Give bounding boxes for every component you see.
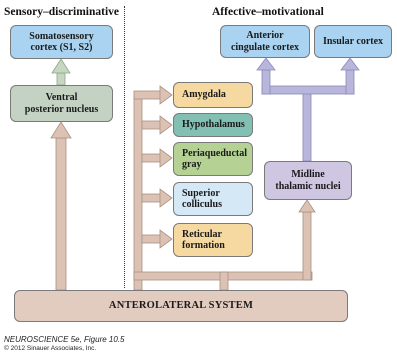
- figure-credit: NEUROSCIENCE 5e, Figure 10.5: [4, 335, 125, 344]
- anterolateral-system-box: ANTEROLATERAL SYSTEM: [14, 290, 348, 322]
- superior-colliculus-box: Superior colliculus: [173, 182, 253, 216]
- copyright-notice: © 2012 Sinauer Associates, Inc.: [4, 344, 97, 352]
- insular-cortex-box: Insular cortex: [314, 25, 392, 58]
- arrow-als-to-ventral-posterior: [51, 122, 71, 290]
- reticular-formation-box: Reticular formation: [173, 223, 253, 257]
- header-sensory-discriminative: Sensory–discriminative: [4, 6, 119, 18]
- figure-caption: [4, 336, 125, 352]
- somatosensory-cortex-box: Somatosensory cortex (S1, S2): [10, 25, 113, 59]
- header-affective-motivational: Affective–motivational: [212, 6, 324, 18]
- anterior-cingulate-cortex-box: Anterior cingulate cortex: [220, 25, 310, 58]
- ventral-posterior-nucleus-box: Ventral posterior nucleus: [10, 85, 113, 122]
- arrow-ventral-posterior-to-somatosensory: [52, 59, 70, 85]
- hypothalamus-box: Hypothalamus: [173, 113, 253, 137]
- amygdala-box: Amygdala: [173, 82, 253, 108]
- periaqueductal-gray-box: Periaqueductal gray: [173, 142, 253, 176]
- section-divider: [124, 6, 125, 288]
- midline-thalamic-nuclei-box: Midline thalamic nuclei: [264, 161, 352, 200]
- arrow-midline-to-cortices: [257, 58, 359, 161]
